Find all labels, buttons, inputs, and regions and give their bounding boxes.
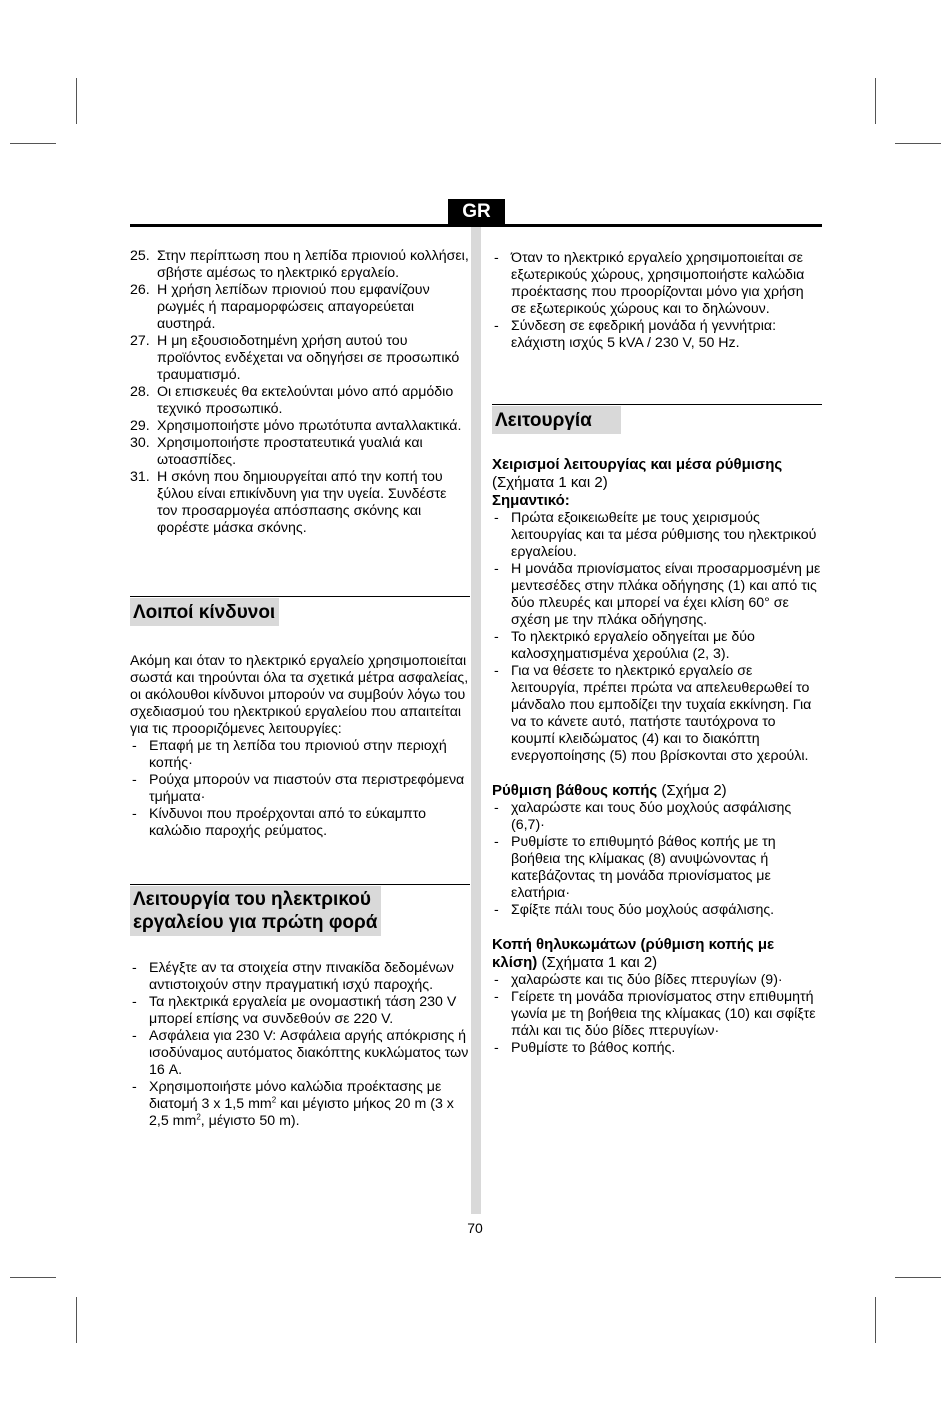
list-item: - Πρώτα εξοικειωθείτε με τους χειρισμούς λειτουργίας και τα μέσα ρύθμισης του ηλεκτρικού εργαλείου. [494, 510, 817, 560]
list-item: - Σφίξτε πάλι τους δύο μοχλούς ασφάλισης. [494, 902, 775, 918]
list-item: - Κίνδυνοι που προέρχονται από το εύκαμπτο καλώδιο παροχής ρεύματος. [132, 806, 427, 839]
list-item: 29. Χρησιμοποιήστε μόνο πρωτότυπα ανταλλακτικά. [130, 418, 462, 434]
section-heading: Λειτουργία [492, 406, 621, 434]
subheading-grooves: Κοπή θηλυκωμάτων (ρύθμιση κοπής με κλίση) (Σχήματα 1 και 2) [492, 936, 775, 971]
section-body [492, 456, 822, 1057]
section-heading: Λειτουργία του ηλεκτρικού εργαλείου για πρώτη φορά [130, 886, 381, 936]
crop-mark [895, 1277, 941, 1278]
list-item: - Γείρετε τη μονάδα πριονίσματος στην επιθυμητή γωνία με τη βοήθεια της κλίμακας (10) και σφίξτε πάλι και τις δύο βίδες πτερυγίων· [494, 989, 816, 1039]
subheading-depth: Ρύθμιση βάθους κοπής (Σχήμα 2) [492, 782, 727, 799]
list-item: 28. Οι επισκευές θα εκτελούνται μόνο από αρμόδιο τεχνικό προσωπικό. [130, 384, 454, 417]
right-column [492, 250, 822, 352]
depth-list [492, 800, 822, 919]
safety-numbered-list [130, 248, 470, 537]
crop-mark [895, 143, 941, 144]
list-item: - Για να θέσετε το ηλεκτρικό εργαλείο σε λειτουργία, πρέπει πρώτα να απελευθερωθεί το μάνδαλο που εμποδίζει την τυχαία εκκίνηση. Για να το κάνετε αυτό, πατήστε ταυτόχρονα το κουμπί κλειδώματος (4) και το διακόπτη ενεργοποίησης (5) που βρίσκονται στο χερούλι. [494, 663, 812, 764]
important-label: Σημαντικό: [492, 492, 570, 509]
crop-mark [10, 1277, 56, 1278]
list-item: - χαλαρώστε και τις δύο βίδες πτερυγίων (9)· [494, 972, 783, 988]
list-item: - Το ηλεκτρικό εργαλείο οδηγείται με δύο καλοσχηματισμένα χερούλια (2, 3). [494, 629, 755, 662]
section-body [130, 960, 470, 1130]
crop-mark [875, 1297, 876, 1343]
section-first-use [130, 884, 470, 1130]
list-item: - Χρησιμοποιήστε μόνο καλώδια προέκτασης με διατομή 3 x 1,5 $mm^2$ και μέγιστο μήκος 20 m (3 x 2,5 $mm^2$, μέγιστο 50 m). [132, 1079, 454, 1129]
list-item: 25. Στην περίπτωση που η λεπίδα πριονιού κολλήσει, σβήστε αμέσως το ηλεκτρικό εργαλείο. [130, 248, 469, 281]
risk-list [130, 738, 470, 840]
crop-mark [10, 143, 56, 144]
crop-mark [76, 78, 77, 124]
list-item: - Η μονάδα πριονίσματος είναι προσαρμοσμένη με μεντεσέδες στην πλάκα οδήγησης (1) και από τις δύο πλευρές και μπορεί να έχει κλίση 60° σε σχέση με την πλάκα οδήγησης. [494, 561, 821, 628]
list-item: - Ρυθμίστε το βάθος κοπής. [494, 1040, 676, 1056]
list-item: - Ασφάλεια για 230 V: Ασφάλεια αργής απόκρισης ή ισοδύναμος αυτόματος διακόπτης κυκλώματος των 16 A. [132, 1028, 469, 1078]
section-heading: Λοιποί κίνδυνοι [130, 598, 279, 626]
crop-mark [875, 78, 876, 124]
extension-list [492, 250, 822, 352]
list-item: - Ρούχα μπορούν να πιαστούν στα περιστρεφόμενα τμήματα· [132, 772, 465, 805]
left-column [130, 248, 470, 537]
list-item: 26. Η χρήση λεπίδων πριονιού που εμφανίζουν ρωγμές ή παραμορφώσεις απαγορεύεται αυστηρά. [130, 282, 430, 332]
list-item: - χαλαρώστε και τους δύο μοχλούς ασφάλισης (6,7)· [494, 800, 792, 833]
list-item: - Επαφή με τη λεπίδα του πριονιού στην περιοχή κοπής· [132, 738, 447, 771]
language-badge: GR [448, 199, 505, 224]
section-other-risks [130, 596, 470, 840]
subheading-controls: Χειρισμοί λειτουργίας και μέσα ρύθμισης (Σχήματα 1 και 2) [492, 456, 783, 491]
column-divider [471, 227, 481, 1214]
list-item: - Τα ηλεκτρικά εργαλεία με ονομαστική τάση 230 V μπορεί επίσης να συνδεθούν σε 220 V. [132, 994, 457, 1027]
list-item: 27. Η μη εξουσιοδοτημένη χρήση αυτού του προϊόντος ενδέχεται να οδηγήσει σε προσωπικό τραυματισμό. [130, 333, 460, 383]
section-body [130, 653, 470, 840]
list-item: - Ελέγξτε αν τα στοιχεία στην πινακίδα δεδομένων αντιστοιχούν στην πραγματική ισχύ παροχής. [132, 960, 454, 993]
intro-paragraph: Ακόμη και όταν το ηλεκτρικό εργαλείο χρησιμοποιείται σωστά και τηρούνται όλα τα σχετικά μέτρα ασφαλείας, οι ακόλουθοι κίνδυνοι μπορούν να συμβούν λόγω του σχεδιασμού του ηλεκτρικού εργαλείου που απαιτείται για τις προοριζόμενες λειτουργίες: [130, 653, 469, 737]
list-item: - Ρυθμίστε το επιθυμητό βάθος κοπής με τη βοήθεια της κλίμακας (8) ανυψώνοντας ή κατεβάζοντας τη μονάδα πριονίσματος με ελατήρια· [494, 834, 776, 901]
grooves-list [492, 972, 822, 1057]
list-item: 31. Η σκόνη που δημιουργείται από την κοπή του ξύλου είναι επικίνδυνη για την υγεία. Συνδέστε τον προσαρμογέα απόσπασης σκόνης και φορέστε μάσκα σκόνης. [130, 469, 447, 536]
page-number: 70 [467, 1220, 483, 1236]
list-item: - Όταν το ηλεκτρικό εργαλείο χρησιμοποιείται σε εξωτερικούς χώρους, χρησιμοποιήστε καλώδια προέκτασης που προορίζονται μόνο για χρήση σε εξωτερικούς χώρους και το δηλώνουν. [494, 250, 805, 317]
first-use-list [130, 960, 470, 1130]
list-item: 30. Χρησιμοποιήστε προστατευτικά γυαλιά και ωτοασπίδες. [130, 435, 423, 468]
controls-list [492, 510, 822, 765]
list-item: - Σύνδεση σε εφεδρική μονάδα ή γεννήτρια: ελάχιστη ισχύς 5 kVA / 230 V, 50 Hz. [494, 318, 777, 351]
crop-mark [76, 1297, 77, 1343]
section-operation [492, 404, 822, 1057]
